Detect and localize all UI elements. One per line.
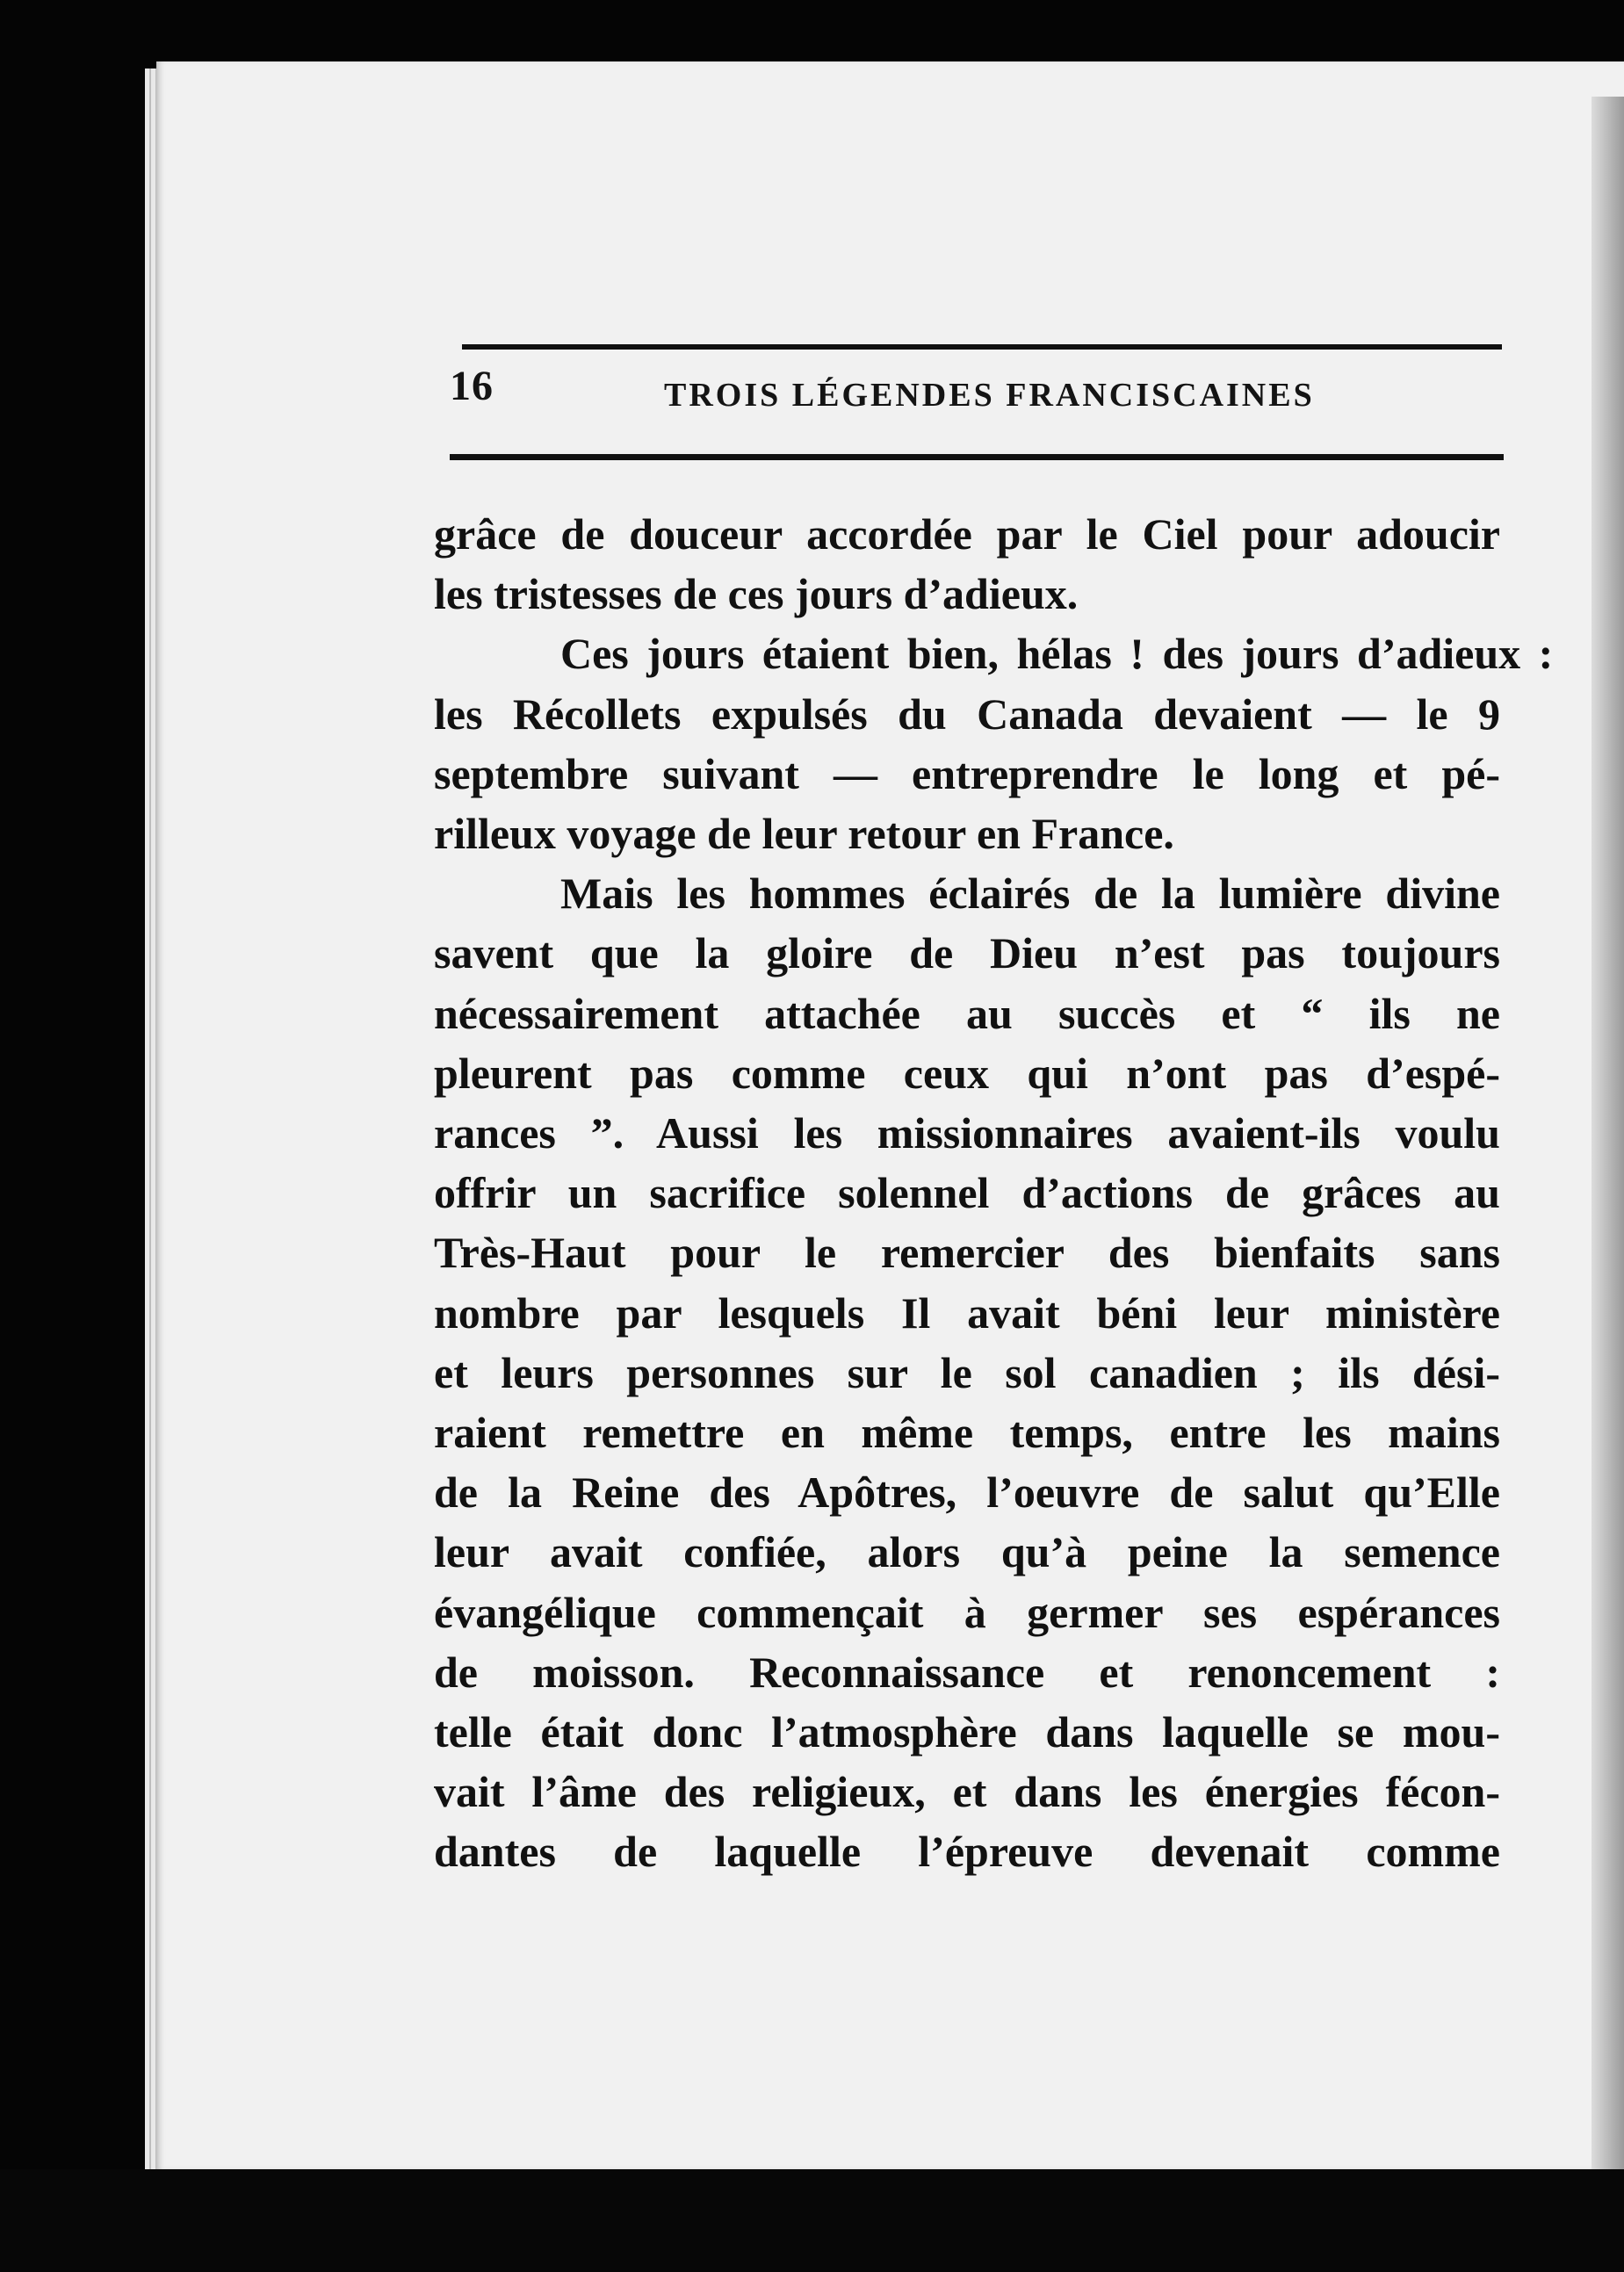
scan-bottom-border [0, 2169, 1624, 2272]
header-bottom-rule [450, 454, 1504, 460]
text-line: offrir un sacrifice solennel d’actions de grâces au [434, 1168, 1500, 1218]
text-line: de la Reine des Apôtres, l’oeuvre de salut qu’Elle [434, 1468, 1500, 1518]
text-line: et leurs personnes sur le sol canadien ; ils dési- [434, 1347, 1500, 1397]
body-text [434, 504, 1554, 1882]
text-line: savent que la gloire de Dieu n’est pas toujours [434, 928, 1500, 978]
text-line: grâce de douceur accordée par le Ciel pour adoucir [434, 509, 1500, 559]
text-line: les Récollets expulsés du Canada devaient — le 9 [434, 689, 1500, 739]
text-line: septembre suivant — entreprendre le long et pé- [434, 748, 1500, 798]
page-number: 16 [450, 363, 494, 409]
text-line: telle était donc l’atmosphère dans laquelle se mou- [434, 1707, 1500, 1757]
text-line: nombre par lesquels Il avait béni leur ministère [434, 1287, 1500, 1338]
text-line: pleurent pas comme ceux qui n’ont pas d’espé- [434, 1048, 1500, 1098]
text-line: évangélique commençait à germer ses espérances [434, 1587, 1500, 1637]
text-line: Mais les hommes éclairés de la lumière divine [560, 869, 1500, 919]
text-line: rances ”. Aussi les missionnaires avaient-ils voulu [434, 1108, 1500, 1158]
text-line: raient remettre en même temps, entre les mains [434, 1408, 1500, 1458]
text-line: Très-Haut pour le remercier des bienfaits sans [434, 1228, 1500, 1278]
header-top-rule [462, 344, 1502, 350]
text-line: les tristesses de ces jours d’adieux. [434, 569, 1079, 619]
text-line: Ces jours étaient bien, hélas ! des jours d’adieux : [560, 629, 1554, 679]
page-right-shadow [1592, 97, 1624, 2169]
text-line: rilleux voyage de leur retour en France. [434, 809, 1174, 859]
text-line: nécessairement attachée au succès et “ ils ne [434, 988, 1500, 1038]
text-line: dantes de laquelle l’épreuve devenait comme [434, 1827, 1500, 1877]
text-line: de moisson. Reconnaissance et renoncement : [434, 1647, 1500, 1697]
running-head: TROIS LÉGENDES FRANCISCAINES [664, 377, 1315, 414]
text-line: leur avait confiée, alors qu’à peine la semence [434, 1527, 1500, 1577]
text-line: vait l’âme des religieux, et dans les énergies fécon- [434, 1767, 1500, 1817]
